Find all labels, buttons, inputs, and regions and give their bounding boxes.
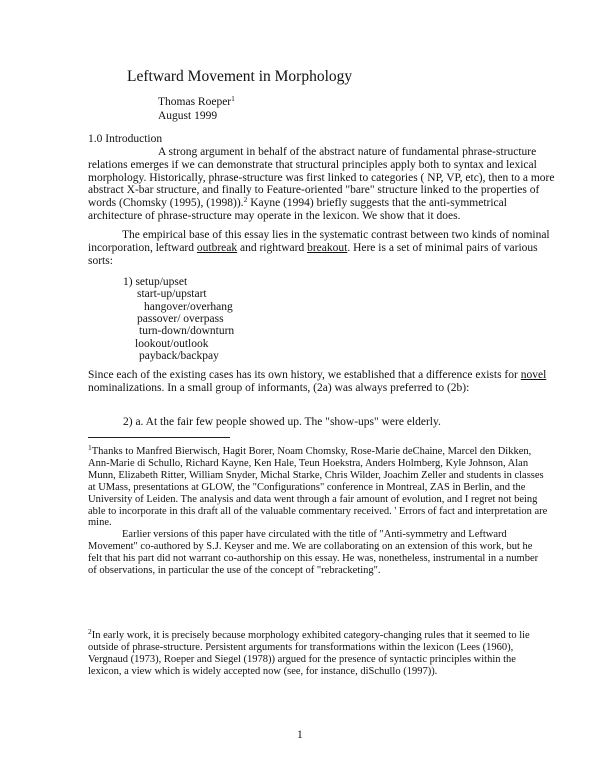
intro-paragraph-3-text: Since each of the existing cases has its own history, we established that a difference exists for xyxy=(88,369,521,381)
intro-paragraph-3-end: nominalizations. In a small group of informants, (2a) was always preferred to (2b): xyxy=(88,381,470,394)
list-item: payback/backpay xyxy=(139,349,219,362)
footnote-1-text-cont: Earlier versions of this paper have circulated with the title of "Anti-symmetry and Leftward Movement" co-authored by S.J. Keyser and me. We are collaborating on an extension of this work, but he felt that his part did not warrant co-authorship on this essay. He was, nonetheless, instrumental in a number of observations, in particular the use of the concept of "rebracketing". xyxy=(88,529,539,577)
intro-paragraph-1-text-cont: Kayne (1994) briefly suggests that the anti-symmetrical architecture of phrase-structure may operate in the lexicon. We show that it does. xyxy=(88,197,507,222)
list-item: turn-down/downturn xyxy=(139,325,235,338)
intro-paragraph-2-mid: and rightward xyxy=(240,241,305,254)
author-line xyxy=(158,96,235,108)
list-item: start-up/upstart xyxy=(137,288,207,301)
paper-title: Leftward Movement in Morphology xyxy=(127,68,353,85)
section-heading: 1.0 Introduction xyxy=(88,133,163,145)
example-2a: 2) a. At the fair few people showed up. The "show-ups" were elderly. xyxy=(123,416,441,428)
footnote-2-text: In early work, it is precisely because morphology exhibited category-changing rules that it seemed to lie outside of phrase-structure. Persistent arguments for transformations within the lexicon (Lees (1960), Vergnaud (1973), Roeper and Siegel (1978)) argued for the presence of syntactic principles within the lexicon, a view which is widely accepted now (see, for instance, diSchullo (1997)). xyxy=(88,630,530,677)
term-novel: novel xyxy=(520,369,547,381)
intro-paragraph-2-text: The empirical base of this essay lies in the systematic contrast between two kinds of nominal incorporation, leftward xyxy=(88,229,550,254)
footnote-2 xyxy=(88,627,548,678)
term-outbreak: outbreak xyxy=(196,241,238,254)
author-footnote-marker[interactable]: 1 xyxy=(231,94,235,103)
intro-paragraph-1 xyxy=(88,146,562,223)
intro-paragraph-2-end: . Here is a set of minimal pairs of various sorts: xyxy=(88,241,538,267)
term-breakout: breakout xyxy=(307,241,348,254)
list-item: hangover/overhang xyxy=(144,300,233,313)
footnote-divider xyxy=(88,437,230,438)
intro-paragraph-1-text: A strong argument in behalf of the abstract nature of fundamental phrase-structure relations emerges if we can demonstrate that structural principles apply both to syntax and lexical morphology. Historically, phrase-structure was first linked to categories ( NP, VP, etc), then to a more abstract X-bar structure, and finally to Feature-oriented "bare" structure linked to the properties of words (Chomsky (1995), (1998)). xyxy=(88,146,555,210)
footnote-2-marker: 2 xyxy=(88,627,92,636)
paper-date: August 1999 xyxy=(158,110,218,122)
footnote-1 xyxy=(88,443,548,577)
footnote-1-text: Thanks to Manfred Bierwisch, Hagit Borer, Noam Chomsky, Rose-Marie deChaine, Marcel den Dikken, Ann-Marie di Schullo, Richard Kayne, Ken Hale, Teun Hoekstra, Anders Holmberg, Kyle Johnson, Alan Munn, Elizabeth Ritter, William Snyder, Michal Starke, Chris Wilder, Joachim Zeller and students in classes at UMass, presentations at GLOW, the "Configurations" conference in Montreal, ZAS in Berlin, and the University of Leiden. The analysis and data went through a fair amount of evolution, and I regret not being able to incorporate in this draft all of the valuable commentary received. ' Errors of fact and interpretation are mine. xyxy=(88,446,548,529)
footnote-1-marker: 1 xyxy=(88,443,92,452)
list-item: lookout/outlook xyxy=(135,337,209,350)
footnote-marker-2[interactable]: 2 xyxy=(243,195,248,205)
list-item: passover/ overpass xyxy=(137,312,224,325)
intro-paragraph-2 xyxy=(88,229,562,267)
page-number: 1 xyxy=(297,729,303,741)
list-item: 1) setup/upset xyxy=(123,276,188,288)
author-name: Thomas Roeper xyxy=(158,96,232,108)
intro-paragraph-3 xyxy=(88,369,562,395)
